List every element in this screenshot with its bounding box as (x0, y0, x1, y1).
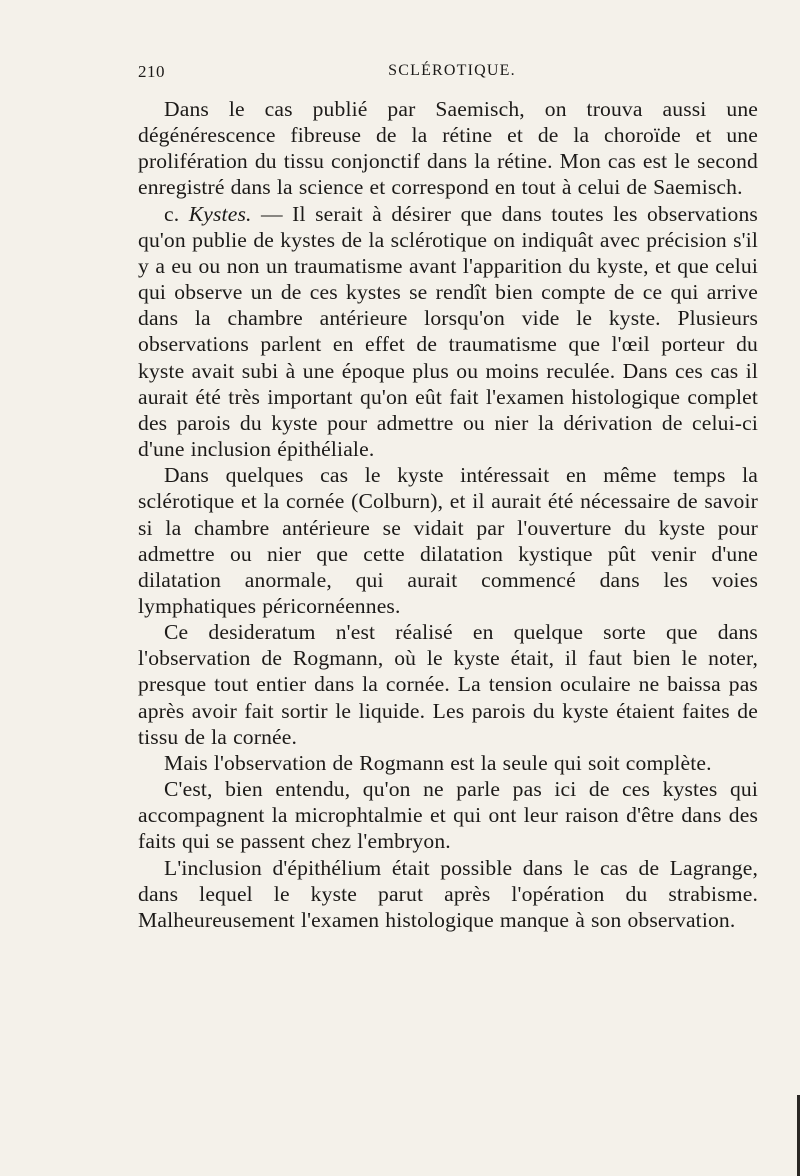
page-header (138, 62, 758, 88)
page-number: 210 (138, 62, 165, 81)
paragraph-lead: c. (164, 201, 189, 226)
paragraph-text: — Il serait à désirer que dans toutes les observations qu'on publie de kystes de la sclérotique on indiquât avec précision s'il y a eu ou non un traumatisme avant l'apparition du kyste, et que celui qui observe un de ces kystes se rendît bien compte de ce qui arrive dans la chambre antérieure lorsqu'on vide le kyste. Plusieurs observations parlent en effet de traumatisme que l'œil porteur du kyste avait subi à une époque plus ou moins reculée. Dans ces cas il aurait été très important qu'on eût fait l'examen histologique complet des parois du kyste pour admettre ou nier la dérivation de celui-ci d'une inclusion épithéliale. (138, 201, 758, 462)
paragraph (138, 96, 758, 201)
paragraph-text: Ce desideratum n'est réalisé en quelque sorte que dans l'observation de Rogmann, où le kyste était, il faut bien le noter, presque tout entier dans la cornée. La tension oculaire ne baissa pas après avoir fait sortir le liquide. Les parois du kyste étaient faites de tissu de la cornée. (138, 620, 758, 749)
paragraph-text: L'inclusion d'épithélium était possible dans le cas de Lagrange, dans lequel le kyste parut après l'opération du strabisme. Malheureusement l'examen histologique manque à son observation. (138, 855, 758, 932)
paragraph (138, 776, 758, 854)
paragraph (138, 462, 758, 619)
paragraph (138, 619, 758, 750)
paragraph (138, 750, 758, 776)
paragraph-text: C'est, bien entendu, qu'on ne parle pas ici de ces kystes qui accompagnent la microphtalmie et qui ont leur raison d'être dans des faits qui se passent chez l'embryon. (138, 777, 758, 854)
running-title: SCLÉROTIQUE. (388, 62, 516, 79)
paragraph (138, 855, 758, 933)
body-text (138, 96, 758, 933)
paragraph (138, 201, 758, 463)
paragraph-text: Dans quelques cas le kyste intéressait en même temps la sclérotique et la cornée (Colburn), et il aurait été nécessaire de savoir si la chambre antérieure se vidait par l'ouverture du kyste pour admettre ou nier que cette dilatation kystique pût venir d'une dilatation anormale, qui aurait commencé dans les voies lymphatiques péricornéennes. (138, 463, 758, 618)
section-heading-italic: Kystes. (188, 201, 252, 226)
paragraph-text: Mais l'observation de Rogmann est la seule qui soit complète. (164, 750, 712, 775)
paragraph-text: Dans le cas publié par Saemisch, on trouva aussi une dégénérescence fibreuse de la rétine et de la choroïde et une prolifération du tissu conjonctif dans la rétine. Mon cas est le second enregistré dans la science et correspond en tout à celui de Saemisch. (138, 97, 758, 200)
